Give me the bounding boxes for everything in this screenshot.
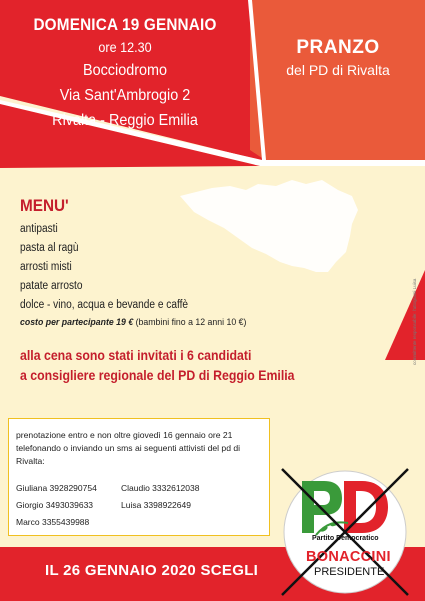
menu-price-main: costo per partecipante 19 €	[20, 317, 134, 328]
logo-candidate: BONACCINI	[306, 549, 391, 565]
event-info	[0, 14, 250, 133]
right-red-wedge	[385, 270, 425, 360]
invite-line-1: alla cena sono stati invitati i 6 candidati	[20, 347, 252, 363]
event-venue: Bocciodromo	[82, 62, 168, 79]
menu-item: antipasti	[20, 223, 58, 235]
invite-line-2: a consigliere regionale del PD di Reggio Emilia	[20, 367, 295, 383]
logo-party-name: Partito Democratico	[312, 535, 379, 542]
event-date: DOMENICA 19 GENNAIO	[33, 15, 217, 34]
event-city: Rivalta - Reggio Emilia	[52, 112, 198, 129]
menu-item: patate arrosto	[20, 280, 83, 292]
menu-item: pasta al ragù	[20, 242, 79, 254]
menu-price-note: (bambini fino a 12 anni 10 €)	[133, 317, 247, 328]
menu-item: arrosti misti	[20, 261, 72, 273]
contact-item: Luisa 3398922649	[121, 500, 191, 510]
invite-text	[20, 345, 295, 385]
event-time: ore 12.30	[98, 39, 152, 55]
bonaccini-logo	[276, 463, 414, 601]
event-street: Via Sant'Ambrogio 2	[59, 87, 191, 104]
booking-box	[8, 418, 270, 536]
booking-text: prenotazione entro e non oltre giovedì 16 gennaio ore 21 telefonando o inviando un sms ai seguenti attivisti del pd di Rivalta:	[16, 430, 241, 466]
contact-item: Giorgio 3493039633	[16, 500, 94, 510]
contact-item: Giuliana 3928290754	[16, 483, 97, 493]
contact-item: Claudio 3332612038	[121, 483, 200, 493]
footer-text: IL 26 GENNAIO 2020 SCEGLI	[45, 562, 259, 579]
menu-price	[20, 315, 246, 331]
menu-list	[20, 220, 266, 331]
logo-graphic	[276, 463, 414, 601]
credit-text: committente responsabile: l'attogrami Luisa	[412, 278, 417, 365]
menu-item: dolce - vino, acqua e bevande e caffè	[20, 299, 189, 311]
pranzo-subtitle: del PD di Rivalta	[286, 62, 390, 78]
logo-role: PRESIDENTE	[314, 566, 385, 578]
contact-item: Marco 3355439988	[16, 517, 90, 527]
menu-heading: MENU'	[20, 196, 69, 215]
title-panel	[250, 0, 425, 160]
pranzo-title: PRANZO	[296, 37, 380, 58]
